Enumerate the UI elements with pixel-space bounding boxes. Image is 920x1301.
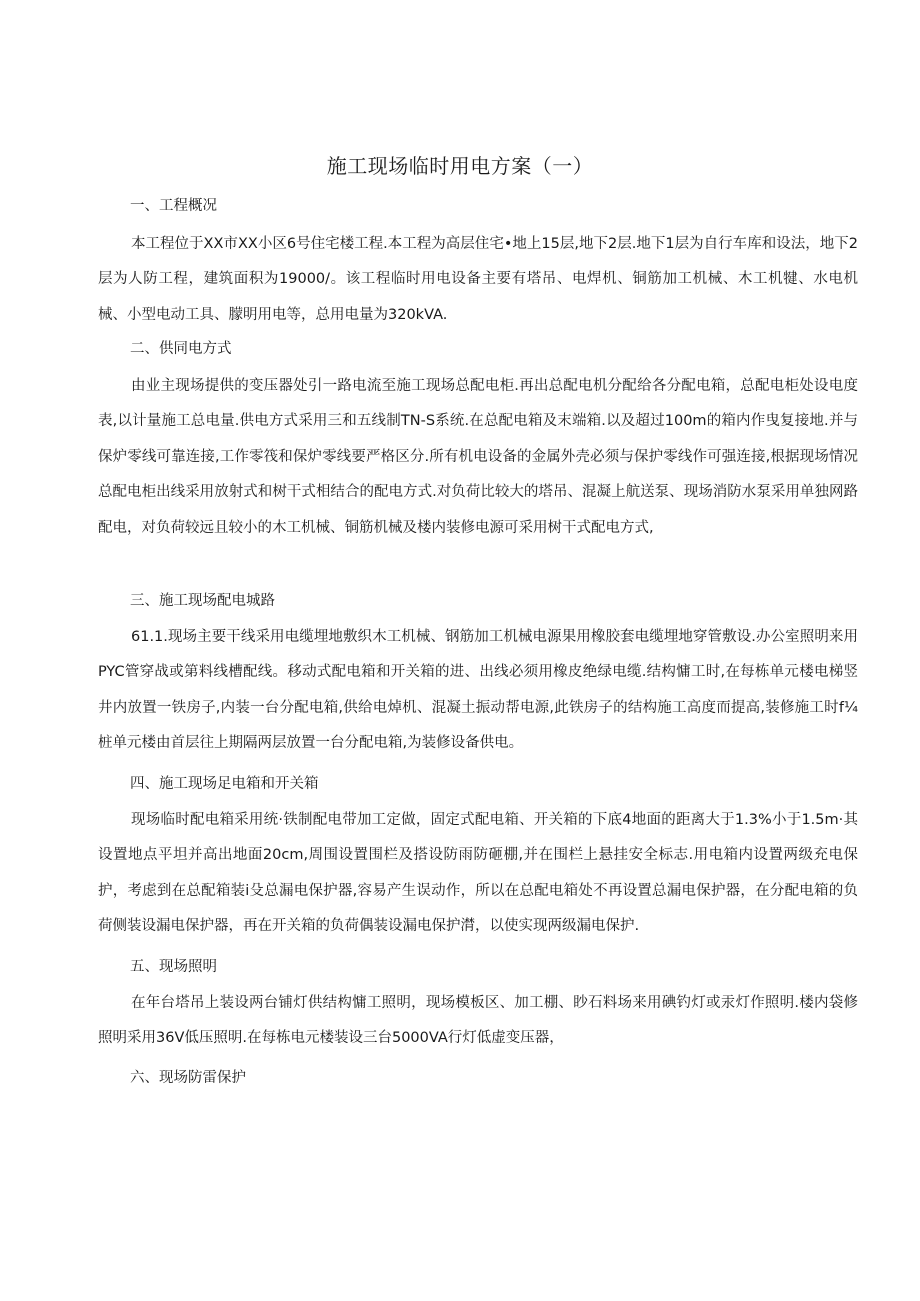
- document-title: 施工现场临时用电方案（一）: [326, 154, 594, 178]
- section-body-distribution-lines: 61.1.现场主要干线采用电缆埋地敷织木工机械、钢筋加工机械电源果用橡胶套电缆埋地穿管敷设.办公室照明来用PYC管穿战或第料线槽配线。移动式配电箱和开关箱的进、出线必须用橡皮绝绿电缆.结构慵工时,在每栋单元楼电梯竖井内放置一铁房子,内装一台分配电箱,供给电焯机、混凝土振动帮电源,此铁房子的结构施工高度而提高,装修施工时f¼桩单元楼由首层往上期隔两层放置一台分配电箱,为装修设备供电。: [98, 629, 858, 752]
- section-heading-power-supply: 二、供同电方式: [130, 341, 232, 357]
- section-body-distribution-boxes: 现场临时配电箱采用统·铁制配电带加工定做，固定式配电箱、开关箱的下底4地面的距离大于1.3%小于1.5m·其设置地点平坦并高出地面20cm,周围设置围栏及搭设防雨防砸棚,并在围栏上悬挂安全标志.用电箱内设置两级充电保护，考虑到在总配箱装i殳总漏电保护器,容易产生误动作，所以在总配电箱处不再设置总漏电保护器，在分配电箱的负荷侧装设漏电保护器，再在开关箱的负荷偶装设漏电保护潸，以使实现两级漏电保护.: [98, 812, 858, 935]
- section-heading-overview: 一、工程概况: [130, 198, 217, 214]
- section-heading-lighting: 五、现场照明: [130, 959, 217, 975]
- section-heading-distribution-lines: 三、施工现场配电城路: [130, 593, 275, 609]
- section-heading-distribution-boxes: 四、施工现场足电箱和开关箱: [130, 776, 319, 792]
- section-heading-lightning-protection: 六、现场防雷保护: [130, 1070, 246, 1086]
- section-body-overview: 本工程位于XX市XX小区6号住宅楼工程.本工程为高层住宅•地上15层,地下2层.地下1层为自行车库和设法，地下2层为人防工程，建筑面积为19000/。该工程临时用电设备主要有塔吊、电焊机、铜筋加工机械、木工机犍、水电机械、小型电动工具、朦明用电等，总用电量为320kVA.: [98, 236, 858, 323]
- section-body-lighting: 在年台塔吊上装设两台铺灯供结构慵工照明，现场模板区、加工棚、眇石料场来用碘钓灯或汞灯作照明.楼内袋修照明采用36V低压照明.在每栋电元楼装设三台5000VA行灯低虚变压器，: [98, 995, 858, 1047]
- section-body-power-supply: 由业主现场提供的变压器处引一路电流至施工现场总配电柜.再出总配电机分配给各分配电箱，总配电柜处设电度表,以计量施工总电量.供电方式采用三和五线制TN-S系统.在总配电箱及末端箱.以及超过100m的箱内作曳复接地.并与保炉零线可靠连接,工作零筏和保炉零线要严格区分.所有机电设备的金属外壳必须与保护零线作可强连接,根据现场情况总配电柜出线采用放射式和树干式相结合的配电方式.对负荷比较大的塔吊、混凝上航送泵、现场消防水泵采用单独网路配电，对负荷较远且较小的木工机械、铜筋机械及楼内装修电源可采用树干式配电方式,: [98, 378, 858, 536]
